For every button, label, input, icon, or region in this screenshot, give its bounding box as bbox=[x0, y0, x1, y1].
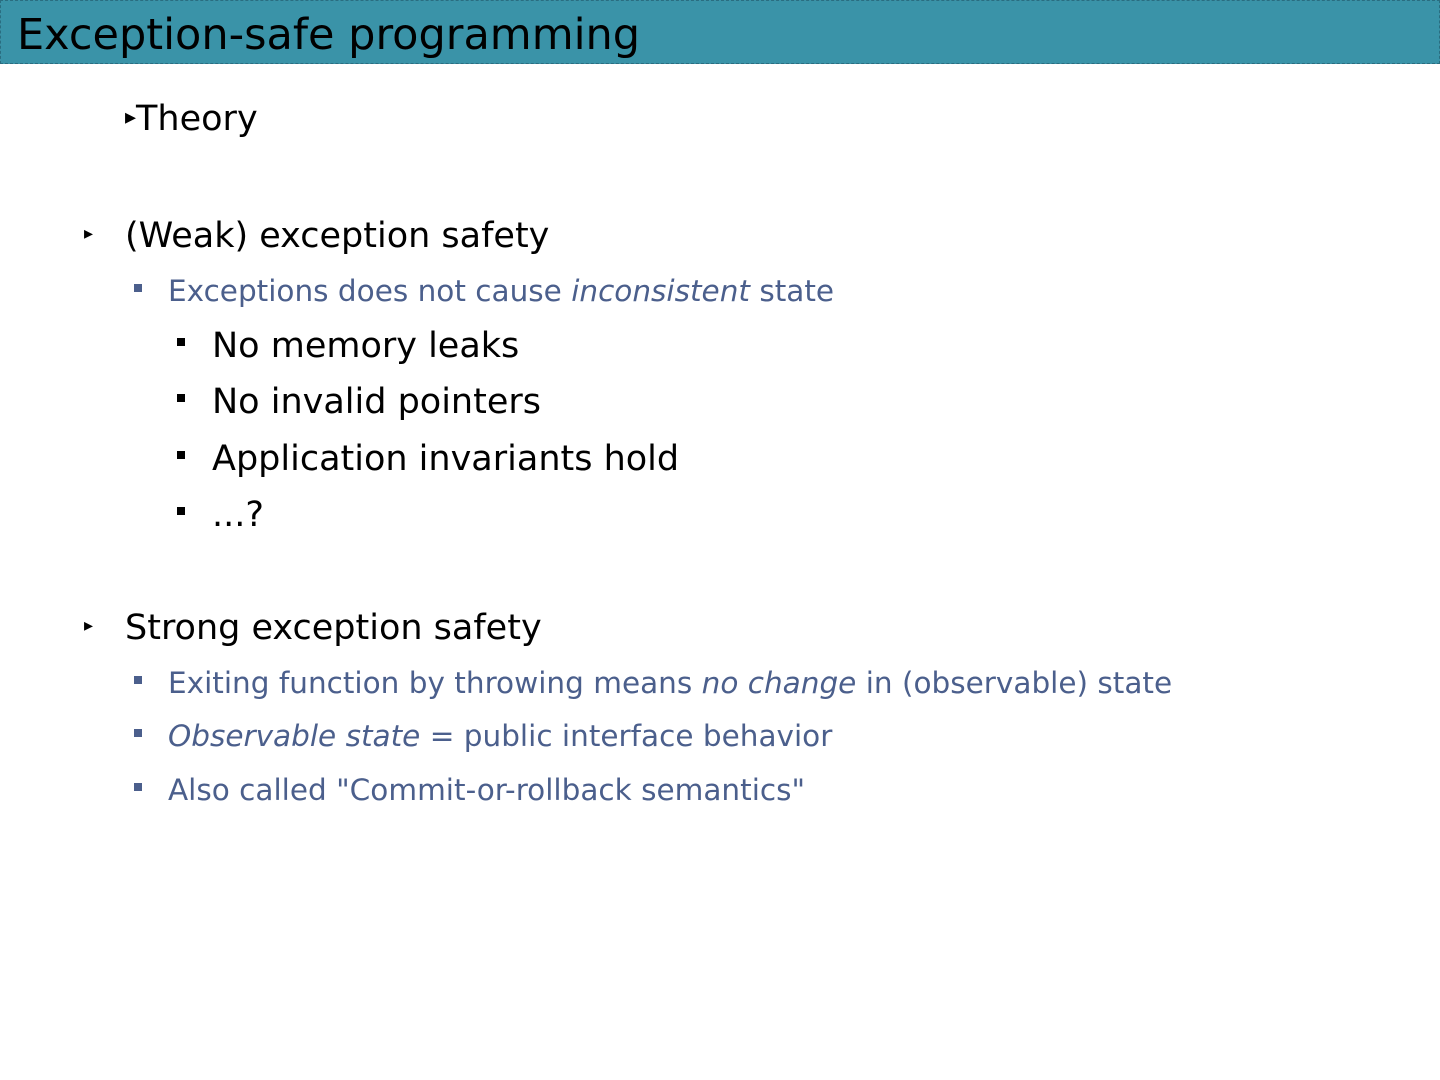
square-bullet-icon bbox=[134, 284, 142, 292]
square-bullet-icon bbox=[177, 451, 185, 459]
triangle-bullet-icon: ▸ bbox=[84, 223, 94, 244]
breadcrumb-marker: ▸ bbox=[125, 105, 137, 130]
sub-point-text: Also called "Commit-or-rollback semantics" bbox=[168, 773, 806, 807]
square-bullet-icon bbox=[134, 783, 142, 791]
sub-point bbox=[168, 718, 832, 754]
square-bullet-icon bbox=[177, 338, 185, 346]
sub-point-text: Exiting function by throwing means bbox=[168, 666, 702, 700]
square-bullet-icon bbox=[177, 394, 185, 402]
section-heading-weak: (Weak) exception safety bbox=[125, 216, 550, 256]
list-item: ...? bbox=[212, 495, 264, 535]
list-item: No invalid pointers bbox=[212, 382, 541, 422]
sub-point-text-end: = public interface behavior bbox=[420, 719, 833, 753]
sub-point bbox=[168, 772, 805, 808]
list-item: Application invariants hold bbox=[212, 439, 680, 479]
triangle-bullet-icon: ▸ bbox=[84, 615, 94, 636]
square-bullet-icon bbox=[134, 729, 142, 737]
sub-point bbox=[168, 665, 1172, 701]
sub-point bbox=[168, 273, 834, 309]
sub-point-emphasis: inconsistent bbox=[571, 274, 750, 308]
list-item: No memory leaks bbox=[212, 326, 520, 366]
sub-point-text-end: state bbox=[749, 274, 835, 308]
breadcrumb-label: Theory bbox=[136, 99, 258, 139]
breadcrumb bbox=[125, 98, 258, 139]
sub-point-emphasis: Observable state bbox=[168, 719, 421, 753]
slide-title: Exception-safe programming bbox=[17, 10, 641, 60]
sub-point-text-end: in (observable) state bbox=[856, 666, 1173, 700]
square-bullet-icon bbox=[177, 507, 185, 515]
title-bar bbox=[0, 0, 1440, 64]
sub-point-emphasis: no change bbox=[701, 666, 857, 700]
sub-point-text: Exceptions does not cause bbox=[168, 274, 572, 308]
section-heading-strong: Strong exception safety bbox=[125, 608, 542, 648]
square-bullet-icon bbox=[134, 676, 142, 684]
